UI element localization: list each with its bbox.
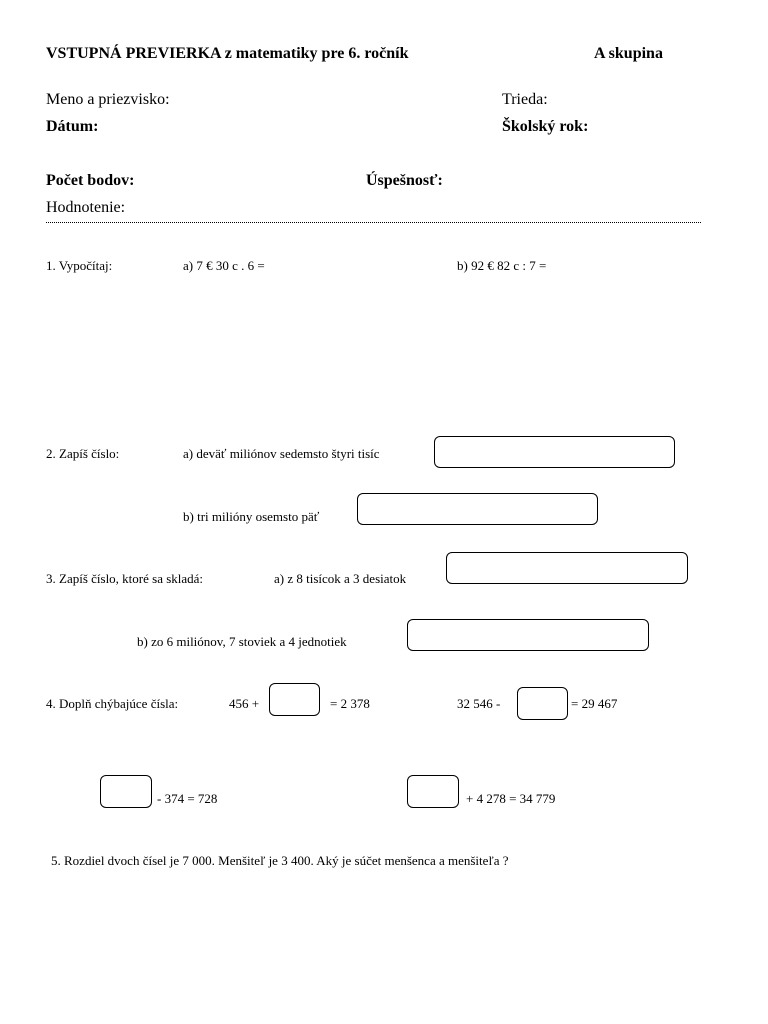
q2-b-answer-box[interactable] <box>357 493 598 525</box>
q3-a-answer-box[interactable] <box>446 552 688 584</box>
q4-b-right: = 29 467 <box>571 696 618 711</box>
q4-a-answer-box[interactable] <box>269 683 320 716</box>
q2-a-answer-box[interactable] <box>434 436 675 468</box>
q4-c-answer-box[interactable] <box>100 775 152 808</box>
name-label: Meno a priezvisko: <box>46 91 170 108</box>
dotted-separator <box>46 222 701 223</box>
success-label: Úspešnosť: <box>366 172 443 189</box>
date-label: Dátum: <box>46 118 99 135</box>
q2-part-b: b) tri milióny osemsto päť <box>183 509 320 524</box>
points-label: Počet bodov: <box>46 172 135 189</box>
q4-b-answer-box[interactable] <box>517 687 568 720</box>
test-title: VSTUPNÁ PREVIERKA z matematiky pre 6. ročník <box>46 45 409 62</box>
group-label: A skupina <box>594 45 663 62</box>
q2-label: 2. Zapíš číslo: <box>46 446 120 461</box>
q3-part-b: b) zo 6 miliónov, 7 stoviek a 4 jednotiek <box>137 634 347 649</box>
q3-part-a: a) z 8 tisícok a 3 desiatok <box>274 571 407 586</box>
q4-b-left: 32 546 - <box>457 696 501 711</box>
q2-part-a: a) deväť miliónov sedemsto štyri tisíc <box>183 446 380 461</box>
q4-label: 4. Doplň chýbajúce čísla: <box>46 696 179 711</box>
q3-b-answer-box[interactable] <box>407 619 649 651</box>
q4-a-right: = 2 378 <box>330 696 370 711</box>
q4-c-right: - 374 = 728 <box>157 791 218 806</box>
q3-label: 3. Zapíš číslo, ktoré sa skladá: <box>46 571 204 586</box>
q5-text: 5. Rozdiel dvoch čísel je 7 000. Menšiteľ je 3 400. Aký je súčet menšenca a menšiteľa ? <box>51 853 509 868</box>
q1-label: 1. Vypočítaj: <box>46 258 113 273</box>
class-label: Trieda: <box>502 91 548 108</box>
q4-d-right: + 4 278 = 34 779 <box>466 791 556 806</box>
q1-part-b: b) 92 € 82 c : 7 = <box>457 258 547 273</box>
q4-a-left: 456 + <box>229 696 260 711</box>
grade-label: Hodnotenie: <box>46 199 126 216</box>
school-year-label: Školský rok: <box>502 118 589 135</box>
q4-d-answer-box[interactable] <box>407 775 459 808</box>
q1-part-a: a) 7 € 30 c . 6 = <box>183 258 265 273</box>
